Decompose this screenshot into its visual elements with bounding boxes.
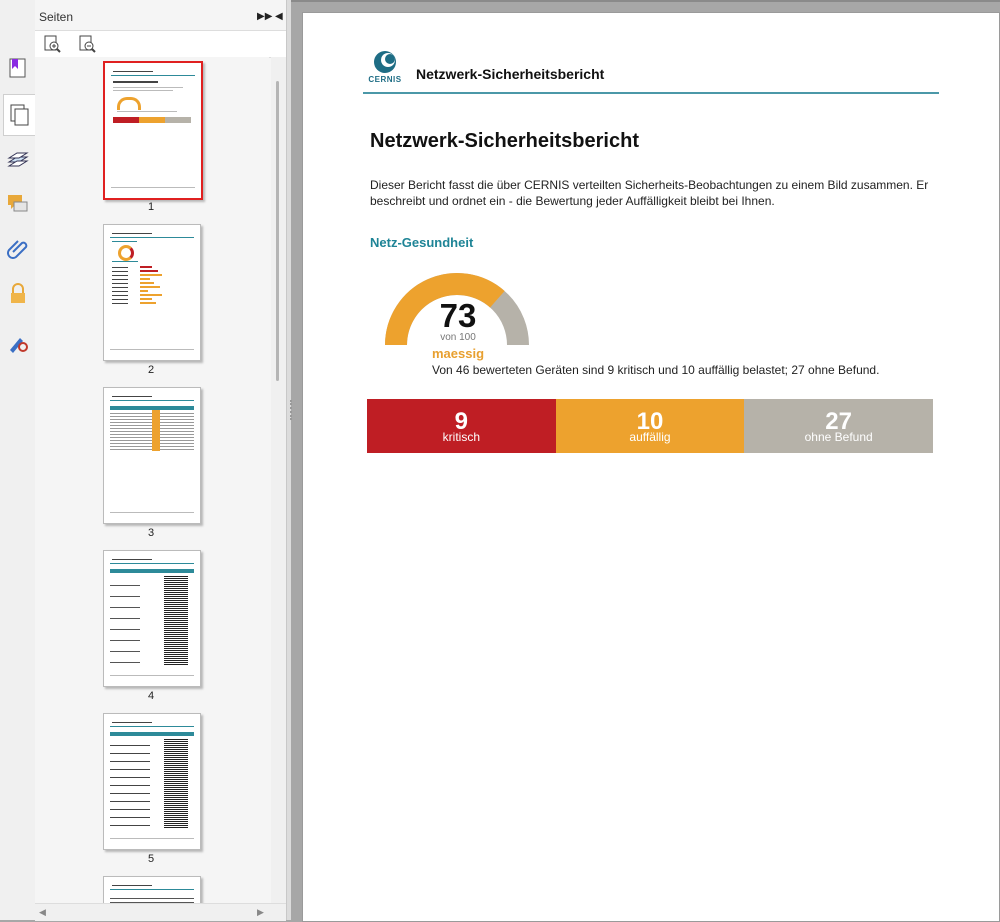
bookmarks-icon[interactable] [6,56,30,80]
comments-icon[interactable] [6,192,30,216]
panel-header [35,6,286,28]
thumbnail-list [35,57,269,903]
document-page [302,12,1000,922]
segment-label: ohne Befund [804,430,873,444]
page-thumbnail-1[interactable] [103,61,203,200]
page-number-4: 4 [147,690,155,702]
device-breakdown-bar [367,399,933,453]
logo-text: CERNIS [368,75,402,84]
viewer-top-border [290,0,1000,2]
panel-title: Seiten [39,10,74,24]
segment-count: 10 [636,408,664,435]
panel-toolbar [35,30,286,58]
page-thumbnail-5[interactable] [103,713,201,850]
page-thumbnail-4[interactable] [103,550,201,687]
thumbnail-scrollbar[interactable] [271,57,286,903]
page-number-1: 1 [147,201,155,213]
scrollbar-thumb[interactable] [276,81,279,381]
page-thumbnail-6[interactable] [103,876,201,903]
panel-splitter[interactable] [286,0,291,920]
navigation-rail [0,0,36,920]
splitter-grip[interactable] [290,400,294,420]
segment-conspicuous [556,399,745,453]
gauge-value: 73 [439,297,477,334]
section-title: Netz-Gesundheit [370,235,474,250]
page-thumbnail-2[interactable] [103,224,201,361]
horizontal-scrollbar[interactable] [35,903,286,921]
lock-icon[interactable] [6,282,30,306]
header-rule [363,92,939,94]
collapse-panel-icon[interactable]: ◀ [275,11,283,22]
segment-critical [367,399,556,453]
attachment-icon[interactable] [6,236,30,260]
cernis-logo-icon [367,49,403,75]
cernis-logo [367,49,403,89]
pages-panel [35,0,286,920]
segment-label: kritisch [442,430,480,444]
page-number-5: 5 [147,853,155,865]
segment-count: 9 [454,408,468,435]
page-title: Netzwerk-Sicherheitsbericht [370,130,639,152]
scroll-left-icon[interactable]: ◀ [39,907,46,917]
gauge-rating: maessig [432,346,485,361]
page-number-3: 3 [147,527,155,539]
summary-text: Von 46 bewerteten Geräten sind 9 kritisch und 10 auffällig belastet; 27 ohne Befund. [432,363,880,377]
segment-no-findings [744,399,933,453]
pages-icon[interactable] [3,94,35,136]
layers-icon[interactable] [6,148,30,172]
page-thumbnail-3[interactable] [103,387,201,524]
segment-count: 27 [825,408,852,435]
intro-text: Dieser Bericht fasst die über CERNIS verteilten Sicherheits-Beobachtungen zu einem Bild zusammen. Er beschreibt und ordnet ein - die Bewertung jeder Auffälligkeit bleibt bei Ihnen. [370,178,929,208]
zoom-in-thumbnail-icon[interactable] [43,35,61,53]
expand-panel-icon[interactable]: ▶▶ [257,11,273,22]
gauge-max: von 100 [440,332,476,343]
scroll-right-icon[interactable]: ▶ [257,907,264,917]
page-number-2: 2 [147,364,155,376]
zoom-out-thumbnail-icon[interactable] [78,35,96,53]
signature-icon[interactable] [6,330,30,354]
header-title: Netzwerk-Sicherheitsbericht [416,66,605,82]
segment-label: auffällig [629,430,671,444]
